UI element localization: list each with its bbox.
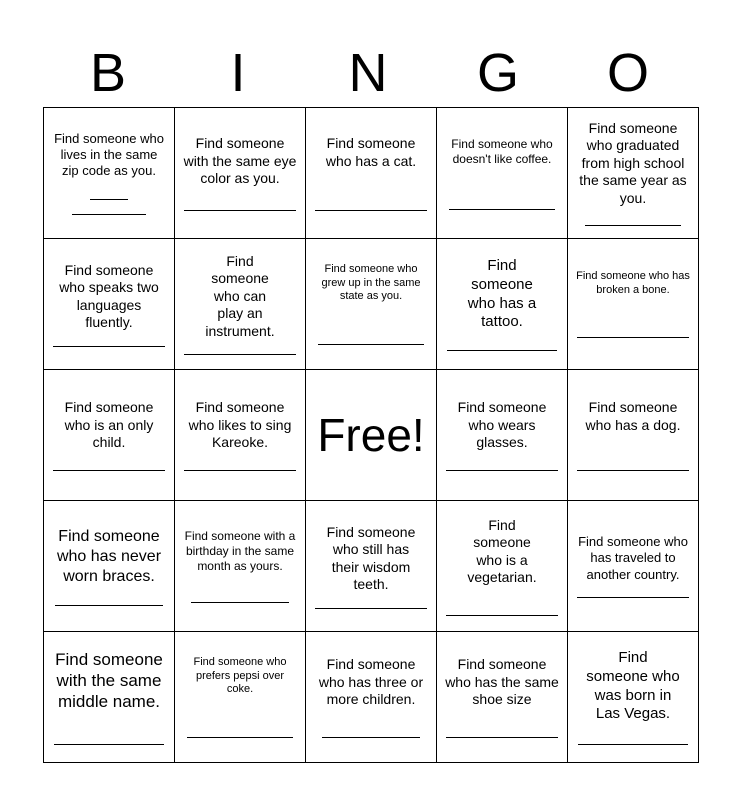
- signature-line: [449, 209, 555, 210]
- cell-text: Find someone who is an only child.: [64, 399, 154, 451]
- bingo-cell: [306, 108, 437, 239]
- cell-text: Find someone who doesn't like coffee.: [451, 136, 553, 166]
- signature-line: [577, 597, 689, 598]
- signature-line: [577, 337, 689, 338]
- header-letter-o: O: [606, 43, 649, 103]
- cell-text: Find someone who wears glasses.: [457, 399, 547, 451]
- bingo-cell: [437, 108, 568, 239]
- cell-text: Find someone who has a cat.: [325, 135, 417, 169]
- signature-line: [446, 470, 558, 471]
- cell-text: Find someone who was born in Las Vegas.: [586, 649, 680, 723]
- cell-text: Find someone who is a vegetarian.: [467, 516, 537, 585]
- cell-text: Find someone who still has their wisdom teeth.: [326, 523, 416, 592]
- signature-line: [53, 346, 165, 347]
- signature-line: [184, 210, 296, 211]
- bingo-cell: [44, 370, 175, 501]
- bingo-cell: [306, 239, 437, 370]
- bingo-cell: [306, 501, 437, 632]
- signature-line: [184, 470, 296, 471]
- header-letter-n: N: [348, 43, 388, 103]
- bingo-cell: [568, 370, 699, 501]
- bingo-cell: [568, 632, 699, 763]
- cell-text: Find someone who lives in the same zip code as you.: [54, 130, 164, 179]
- signature-line: [577, 470, 689, 471]
- bingo-cell: [437, 239, 568, 370]
- signature-line: [315, 210, 427, 211]
- board-row: [44, 501, 699, 632]
- signature-line: [187, 737, 293, 738]
- cell-text: Find someone who can play an instrument.: [205, 252, 275, 339]
- bingo-header: [43, 40, 693, 106]
- header-letter-g: G: [476, 43, 519, 103]
- bingo-cell: [437, 370, 568, 501]
- bingo-cell: [44, 632, 175, 763]
- bingo-cell: [568, 501, 699, 632]
- header-letter-b: B: [89, 43, 127, 103]
- cell-text: Find someone who graduated from high school the same year as you.: [579, 119, 687, 206]
- bingo-cell: [437, 501, 568, 632]
- signature-line: [55, 605, 163, 606]
- cell-text: Find someone who prefers pepsi over coke.: [193, 655, 287, 696]
- cell-text: Find someone who has broken a bone.: [576, 269, 690, 296]
- free-space-cell: [306, 370, 437, 501]
- signature-line: [578, 744, 688, 745]
- header-letter-i: I: [230, 43, 246, 103]
- bingo-cell: [568, 108, 699, 239]
- board-row: [44, 370, 699, 501]
- bingo-cell: [306, 632, 437, 763]
- cell-text: Find someone who speaks two languages fluently.: [59, 261, 159, 330]
- cell-text: Find someone who has traveled to another country.: [578, 534, 688, 582]
- signature-line: [447, 350, 557, 351]
- bingo-cell: [44, 501, 175, 632]
- cell-text: Find someone with the same eye color as you.: [183, 135, 297, 187]
- cell-text: Find someone who has three or more children.: [318, 656, 424, 708]
- bingo-cell: [437, 632, 568, 763]
- bingo-cell: [44, 239, 175, 370]
- board-row: [44, 632, 699, 763]
- cell-text: Find someone who grew up in the same state as you.: [321, 262, 421, 303]
- board-row: [44, 108, 699, 239]
- free-space-text: Free!: [317, 409, 425, 461]
- bingo-cell: [44, 108, 175, 239]
- bingo-board: [43, 107, 699, 763]
- cell-text: Find someone with a birthday in the same month as yours.: [184, 529, 296, 573]
- signature-line: [318, 344, 424, 345]
- signature-line: [184, 354, 296, 355]
- bingo-cell: [175, 239, 306, 370]
- bingo-cell: [568, 239, 699, 370]
- signature-line: [53, 470, 165, 471]
- bingo-cell: [175, 501, 306, 632]
- cell-text: Find someone who likes to sing Kareoke.: [188, 399, 292, 451]
- cell-text: Find someone with the same middle name.: [55, 649, 163, 712]
- signature-line: [446, 615, 558, 616]
- bingo-cell: [175, 370, 306, 501]
- signature-line: [585, 225, 681, 226]
- cell-text: Find someone who has the same shoe size: [445, 656, 559, 708]
- signature-line: [72, 214, 146, 215]
- bingo-cell: [175, 632, 306, 763]
- signature-line: [322, 737, 420, 738]
- signature-line: [54, 744, 164, 745]
- cell-text: Find someone who has never worn braces.: [56, 527, 162, 585]
- board-row: [44, 239, 699, 370]
- signature-line: [446, 737, 558, 738]
- signature-line: [191, 602, 289, 603]
- signature-line: [315, 608, 427, 609]
- signature-line: [90, 199, 128, 200]
- bingo-cell: [175, 108, 306, 239]
- cell-text: Find someone who has a dog.: [585, 399, 681, 433]
- cell-text: Find someone who has a tattoo.: [467, 257, 537, 331]
